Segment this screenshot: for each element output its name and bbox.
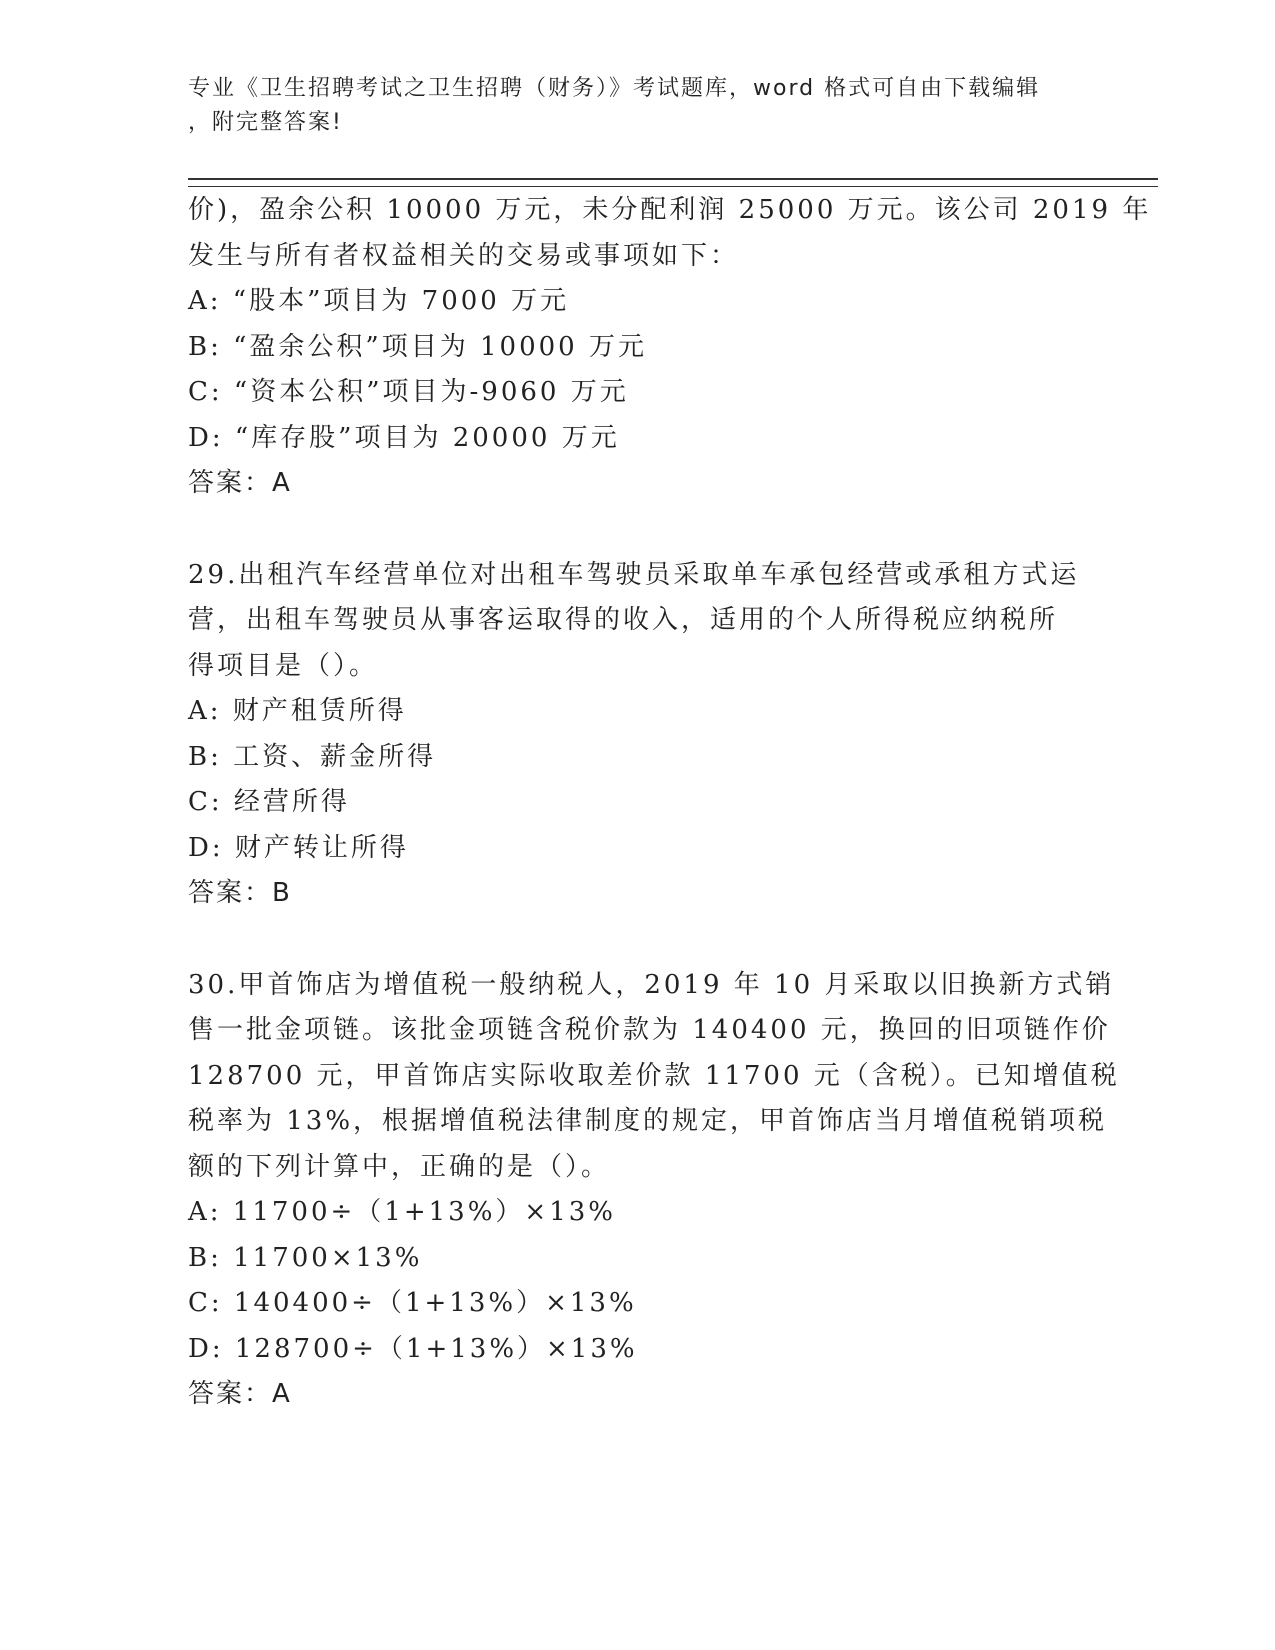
option-b: B: “盈余公积”项目为 10000 万元 (188, 331, 647, 362)
question-30 (188, 963, 1120, 1418)
option-a: A: 财产租赁所得 (188, 696, 407, 726)
question-text-line: 得项目是（）。 (188, 650, 379, 681)
option-c: C: 经营所得 (188, 787, 350, 817)
option-b: B: 11700×13% (188, 1242, 423, 1273)
spacer (188, 917, 1088, 963)
question-text-line: 128700 元，甲首饰店实际收取差价款 11700 元（含税）。已知增值税 (188, 1060, 1120, 1091)
header-line-2: ，附完整答案! (188, 110, 343, 135)
option-d: D: 128700÷（1+13%）×13% (188, 1333, 638, 1364)
question-text-line: 发生与所有者权益相关的交易或事项如下： (188, 240, 740, 271)
answer: 答案：A (188, 1379, 292, 1409)
option-c: C: “资本公积”项目为-9060 万元 (188, 377, 629, 407)
header-divider (188, 178, 1158, 187)
question-28 (188, 188, 1152, 507)
question-text-line: 29.出租汽车经营单位对出租车驾驶员采取单车承包经营或承租方式运 (188, 559, 1080, 590)
question-text-line: 价)，盈余公积 10000 万元，未分配利润 25000 万元。该公司 2019 年 (188, 195, 1152, 225)
option-a: A: 11700÷（1+13%）×13% (188, 1197, 616, 1227)
question-text-line: 税率为 13%，根据增值税法律制度的规定，甲首饰店当月增值税销项税 (188, 1106, 1108, 1136)
question-29 (188, 553, 1088, 917)
question-text-line: 售一批金项链。该批金项链含税价款为 140400 元，换回的旧项链作价 (188, 1015, 1111, 1045)
document-body (188, 188, 1152, 1418)
question-text-line: 额的下列计算中，正确的是（）。 (188, 1151, 611, 1182)
header-line-1: 专业《卫生招聘考试之卫生招聘（财务）》考试题库，word 格式可自由下载编辑 (188, 76, 1041, 101)
answer: 答案：A (188, 468, 292, 498)
question-text-line: 30.甲首饰店为增值税一般纳税人，2019 年 10 月采取以旧换新方式销 (188, 969, 1115, 1000)
option-c: C: 140400÷（1+13%）×13% (188, 1288, 637, 1318)
answer: 答案：B (188, 878, 292, 908)
question-text-line: 营，出租车驾驶员从事客运取得的收入，适用的个人所得税应纳税所 (188, 605, 1059, 635)
page-header (188, 72, 1088, 140)
spacer (188, 507, 1088, 553)
option-b: B: 工资、薪金所得 (188, 741, 437, 772)
option-d: D: “库存股”项目为 20000 万元 (188, 422, 620, 453)
option-a: A: “股本”项目为 7000 万元 (188, 286, 570, 316)
option-d: D: 财产转让所得 (188, 832, 409, 863)
